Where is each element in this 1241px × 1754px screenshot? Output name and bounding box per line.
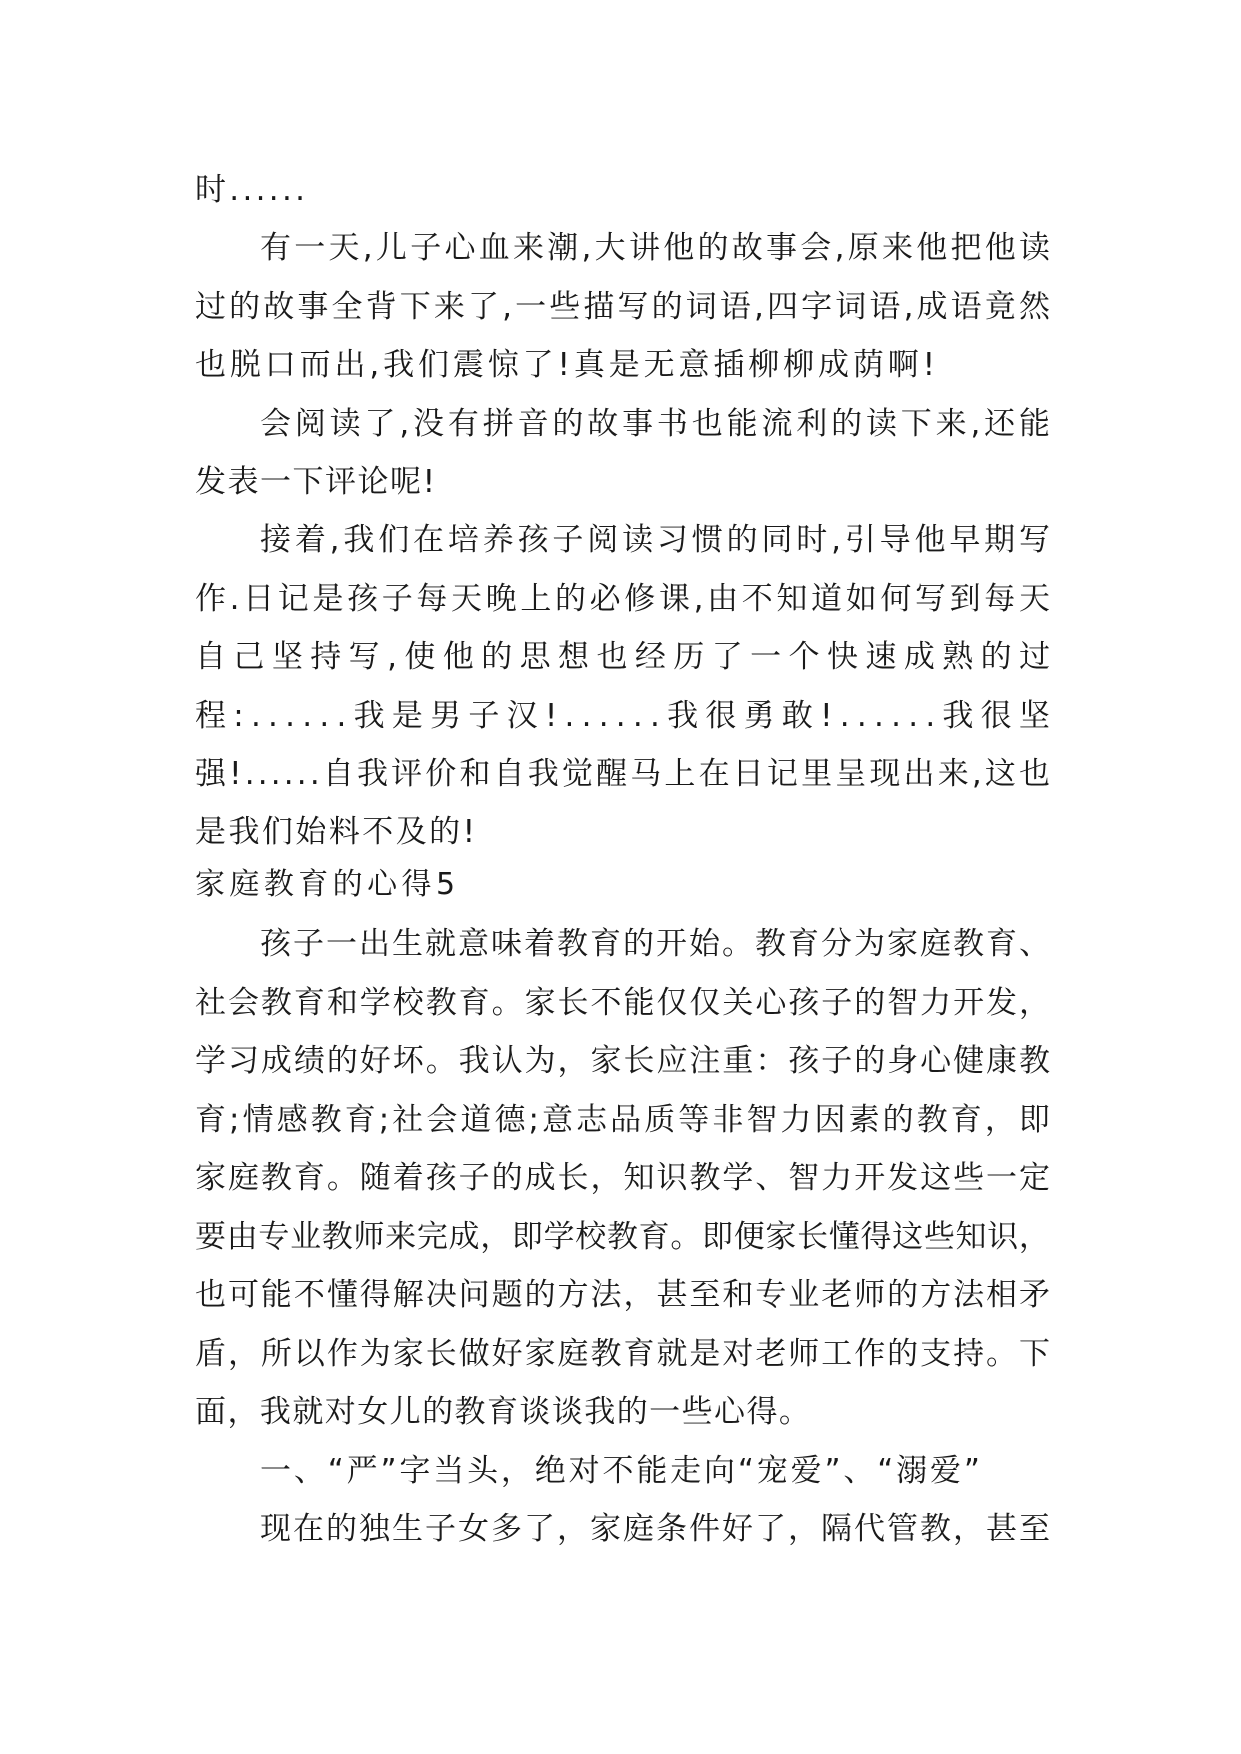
paragraph-line: 学习成绩的好坏。我认为，家长应注重：孩子的身心健康教 (195, 1043, 1052, 1079)
paragraph-line: 也可能不懂得解决问题的方法，甚至和专业老师的方法相矛 (195, 1277, 1052, 1313)
paragraph-line: 发表一下评论呢! (195, 464, 437, 500)
paragraph-line: 育;情感教育;社会道德;意志品质等非智力因素的教育，即 (195, 1102, 1053, 1138)
paragraph-line: 盾，所以作为家长做好家庭教育就是对老师工作的支持。下 (195, 1336, 1052, 1372)
paragraph-line: 面，我就对女儿的教育谈谈我的一些心得。 (195, 1394, 812, 1430)
subheading-line: 一、“严”字当头，绝对不能走向“宠爱”、“溺爱” (260, 1453, 983, 1489)
paragraph-line: 孩子一出生就意味着教育的开始。教育分为家庭教育、 (260, 926, 1052, 962)
paragraph-line: 现在的独生子女多了，家庭条件好了，隔代管教，甚至 (260, 1511, 1052, 1547)
paragraph-line: 自己坚持写,使他的思想也经历了一个快速成熟的过 (195, 639, 1058, 675)
paragraph-line: 接着,我们在培养孩子阅读习惯的同时,引导他早期写 (260, 522, 1054, 558)
paragraph-line: 程:......我是男子汉!......我很勇敢!......我很坚 (195, 698, 1058, 734)
paragraph-line: 有一天,儿子心血来潮,大讲他的故事会,原来他把他读 (260, 230, 1054, 266)
paragraph-line: 社会教育和学校教育。家长不能仅仅关心孩子的智力开发， (195, 985, 1052, 1021)
paragraph-line: 家庭教育。随着孩子的成长，知识教学、智力开发这些一定 (195, 1160, 1052, 1196)
paragraph-line: 也脱口而出,我们震惊了!真是无意插柳柳成荫啊! (195, 347, 939, 383)
paragraph-line: 过的故事全背下来了,一些描写的词语,四字词语,成语竟然 (195, 289, 1054, 325)
paragraph-line: 是我们始料不及的! (195, 814, 478, 850)
paragraph-line: 时...... (195, 172, 309, 208)
paragraph-line: 作.日记是孩子每天晚上的必修课,由不知道如何写到每天 (195, 581, 1054, 617)
section-heading: 家庭教育的心得5 (195, 867, 460, 902)
paragraph-line: 要由专业教师来完成，即学校教育。即便家长懂得这些知识， (195, 1219, 1051, 1255)
paragraph-line: 会阅读了,没有拼音的故事书也能流利的读下来,还能 (260, 406, 1054, 442)
paragraph-line: 强!......自我评价和自我觉醒马上在日记里呈现出来,这也 (195, 756, 1054, 792)
